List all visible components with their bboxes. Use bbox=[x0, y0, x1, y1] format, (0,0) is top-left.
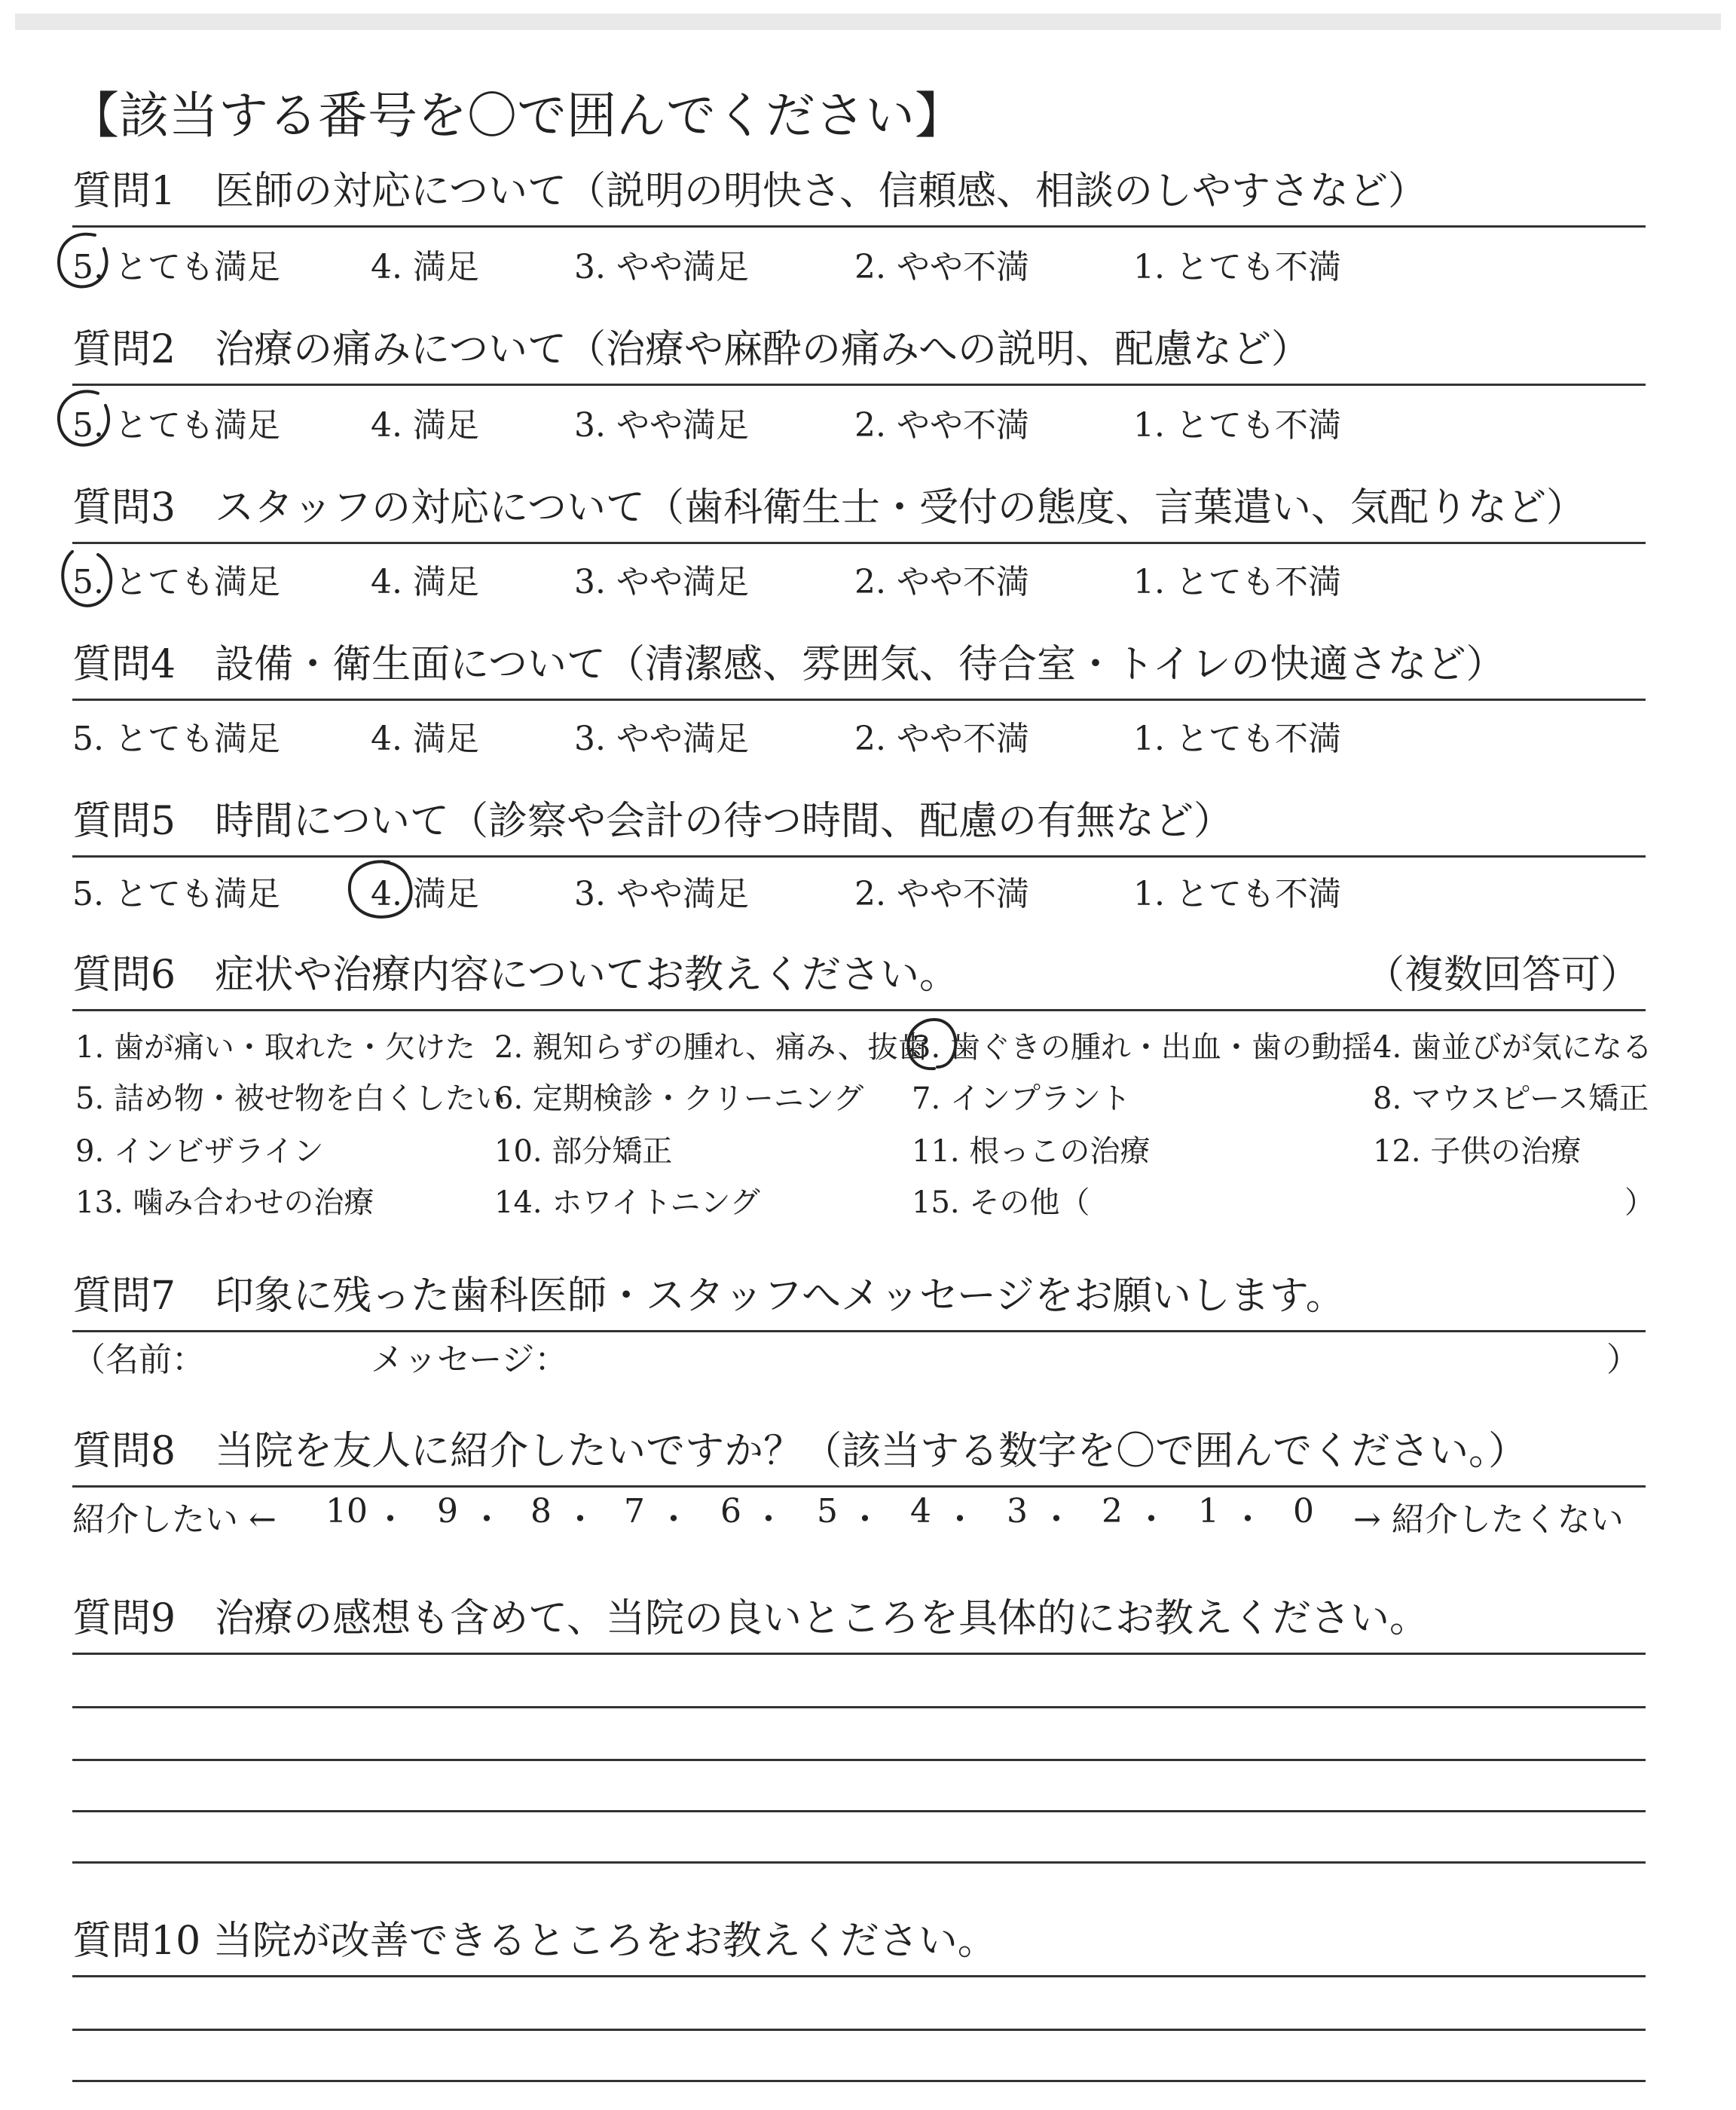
question-10-text: 質問10 当院が改善できるところをお教えください。 bbox=[72, 1919, 997, 1964]
scale-left-label: 紹介したい ← bbox=[72, 1500, 277, 1539]
scale-number-4[interactable]: 4 bbox=[910, 1492, 931, 1531]
q1-option-2[interactable]: 2. やや不満 bbox=[854, 248, 1029, 286]
name-label: （名前： bbox=[72, 1341, 205, 1379]
message-label: メッセージ： bbox=[371, 1341, 568, 1379]
q1-option-3[interactable]: 3. やや満足 bbox=[574, 248, 749, 286]
question-10-heading bbox=[72, 1917, 1646, 1977]
q6-selection-circle bbox=[901, 1013, 964, 1075]
question-1-heading bbox=[72, 167, 1646, 228]
q6-option-1[interactable]: 1. 歯が痛い・取れた・欠けた bbox=[75, 1030, 475, 1065]
q4-option-5[interactable]: 5. とても満足 bbox=[72, 720, 280, 758]
q5-option-5[interactable]: 5. とても満足 bbox=[72, 875, 280, 913]
question-5-text: 質問5 時間について（診察や会計の待つ時間、配慮の有無など） bbox=[72, 799, 1233, 844]
scale-sep: ・ bbox=[470, 1500, 503, 1539]
scale-right-label: → 紹介したくない bbox=[1353, 1500, 1624, 1539]
question-6-text: 質問6 症状や治療内容についてお教えください。 bbox=[72, 953, 959, 998]
q6-option-8[interactable]: 8. マウスピース矯正 bbox=[1373, 1081, 1649, 1116]
question-5-options bbox=[72, 867, 1646, 912]
q4-option-1[interactable]: 1. とても不満 bbox=[1133, 720, 1341, 758]
question-8-text: 質問8 当院を友人に紹介したいですか？（該当する数字を〇で囲んでください。） bbox=[72, 1429, 1528, 1474]
q5-option-3[interactable]: 3. やや満足 bbox=[574, 875, 749, 913]
scale-sep: ・ bbox=[1135, 1500, 1168, 1539]
q5-option-2[interactable]: 2. やや不満 bbox=[854, 875, 1029, 913]
q3-selection-circle bbox=[56, 544, 121, 612]
scale-number-10[interactable]: 10 bbox=[326, 1492, 368, 1531]
q3-option-5[interactable]: 5. とても満足 bbox=[72, 563, 280, 601]
q3-option-4[interactable]: 4. 満足 bbox=[371, 563, 479, 601]
question-8-heading bbox=[72, 1427, 1646, 1488]
scale-number-3[interactable]: 3 bbox=[1007, 1492, 1028, 1531]
q5-option-1[interactable]: 1. とても不満 bbox=[1133, 875, 1341, 913]
question-2-rule bbox=[72, 384, 1646, 386]
question-5-rule bbox=[72, 855, 1646, 858]
q6-option-6[interactable]: 6. 定期検診・クリーニング bbox=[494, 1081, 864, 1116]
question-7-heading bbox=[72, 1272, 1646, 1332]
scale-sep: ・ bbox=[848, 1500, 882, 1539]
q6-option-14[interactable]: 14. ホワイトニング bbox=[494, 1185, 760, 1220]
question-7-message-row bbox=[72, 1332, 1646, 1378]
q4-option-4[interactable]: 4. 満足 bbox=[371, 720, 479, 758]
question-2-heading bbox=[72, 326, 1646, 386]
scale-sep: ・ bbox=[564, 1500, 597, 1539]
question-4-text: 質問4 設備・衛生面について（清潔感、雰囲気、待合室・トイレの快適さなど） bbox=[72, 642, 1505, 687]
scale-sep: ・ bbox=[943, 1500, 976, 1539]
answer-line[interactable] bbox=[72, 1706, 1646, 1708]
question-7-text: 質問7 印象に残った歯科医師・スタッフへメッセージをお願いします。 bbox=[72, 1274, 1345, 1319]
q2-option-1[interactable]: 1. とても不満 bbox=[1133, 406, 1341, 445]
question-3-options bbox=[72, 555, 1646, 600]
q2-option-5[interactable]: 5. とても満足 bbox=[72, 406, 280, 445]
q6-option-3[interactable]: 3. 歯ぐきの腫れ・出血・歯の動揺 bbox=[912, 1030, 1372, 1065]
answer-line[interactable] bbox=[72, 1861, 1646, 1864]
question-6-options bbox=[75, 1023, 1655, 1249]
scale-number-0[interactable]: 0 bbox=[1293, 1492, 1314, 1531]
q1-option-4[interactable]: 4. 満足 bbox=[371, 248, 479, 286]
q6-option-13[interactable]: 13. 噛み合わせの治療 bbox=[75, 1185, 374, 1220]
q6-option-7[interactable]: 7. インプラント bbox=[912, 1081, 1131, 1116]
recommend-scale bbox=[72, 1492, 1646, 1537]
question-3-heading bbox=[72, 484, 1646, 544]
scale-sep: ・ bbox=[657, 1500, 690, 1539]
answer-line[interactable] bbox=[72, 2029, 1646, 2031]
question-2-options bbox=[72, 398, 1646, 443]
page-title: 【該当する番号を〇で囲んでください】 bbox=[69, 87, 964, 145]
q6-option-9[interactable]: 9. インビザライン bbox=[75, 1134, 324, 1169]
question-2-text: 質問2 治療の痛みについて（治療や麻酔の痛みへの説明、配慮など） bbox=[72, 327, 1311, 372]
question-1-text: 質問1 医師の対応について（説明の明快さ、信頼感、相談のしやすさなど） bbox=[72, 169, 1427, 214]
question-1-rule bbox=[72, 225, 1646, 228]
question-10-rule bbox=[72, 1975, 1646, 1977]
question-4-rule bbox=[72, 699, 1646, 701]
question-6-rule bbox=[72, 1009, 1646, 1011]
question-1-options bbox=[72, 240, 1646, 285]
question-6-note: （複数回答可） bbox=[1365, 953, 1640, 998]
scale-sep: ・ bbox=[752, 1500, 785, 1539]
scale-number-8[interactable]: 8 bbox=[530, 1492, 552, 1531]
scale-sep: ・ bbox=[1231, 1500, 1264, 1539]
q6-option-10[interactable]: 10. 部分矯正 bbox=[494, 1134, 673, 1169]
question-9-text: 質問9 治療の感想も含めて、当院の良いところを具体的にお教えください。 bbox=[72, 1596, 1429, 1641]
answer-line[interactable] bbox=[72, 1759, 1646, 1761]
scale-number-9[interactable]: 9 bbox=[437, 1492, 458, 1531]
q6-option-15[interactable]: 15. その他（ bbox=[912, 1185, 1090, 1220]
message-close-paren: ） bbox=[1606, 1341, 1640, 1379]
q4-option-3[interactable]: 3. やや満足 bbox=[574, 720, 749, 758]
q6-option-4[interactable]: 4. 歯並びが気になる bbox=[1373, 1030, 1652, 1065]
q3-option-3[interactable]: 3. やや満足 bbox=[574, 563, 749, 601]
question-9-rule bbox=[72, 1653, 1646, 1655]
q1-option-5[interactable]: 5. とても満足 bbox=[72, 248, 280, 286]
question-8-rule bbox=[72, 1485, 1646, 1488]
q6-option-5[interactable]: 5. 詰め物・被せ物を白くしたい bbox=[75, 1081, 506, 1116]
q1-option-1[interactable]: 1. とても不満 bbox=[1133, 248, 1341, 286]
question-3-rule bbox=[72, 542, 1646, 544]
scale-number-6[interactable]: 6 bbox=[720, 1492, 741, 1531]
q2-option-2[interactable]: 2. やや不満 bbox=[854, 406, 1029, 445]
q2-option-3[interactable]: 3. やや満足 bbox=[574, 406, 749, 445]
answer-line[interactable] bbox=[72, 2080, 1646, 2082]
q6-other-close-paren: ） bbox=[1624, 1185, 1655, 1220]
q4-option-2[interactable]: 2. やや不満 bbox=[854, 720, 1029, 758]
scale-number-5[interactable]: 5 bbox=[817, 1492, 838, 1531]
q6-option-2[interactable]: 2. 親知らずの腫れ、痛み、抜歯 bbox=[494, 1030, 928, 1065]
q2-option-4[interactable]: 4. 満足 bbox=[371, 406, 479, 445]
q2-selection-circle bbox=[51, 386, 119, 454]
question-3-text: 質問3 スタッフの対応について（歯科衛生士・受付の態度、言葉遣い、気配りなど） bbox=[72, 485, 1586, 531]
q3-option-2[interactable]: 2. やや不満 bbox=[854, 563, 1029, 601]
scale-sep: ・ bbox=[1040, 1500, 1073, 1539]
q5-option-4[interactable]: 4. 満足 bbox=[371, 875, 479, 913]
question-4-heading bbox=[72, 641, 1646, 701]
q1-selection-circle bbox=[51, 229, 119, 294]
scale-sep: ・ bbox=[374, 1500, 407, 1539]
question-5-heading bbox=[72, 797, 1646, 858]
scale-number-1[interactable]: 1 bbox=[1198, 1492, 1219, 1531]
question-9-heading bbox=[72, 1595, 1646, 1655]
scale-number-7[interactable]: 7 bbox=[624, 1492, 645, 1531]
scan-edge bbox=[15, 14, 1721, 30]
q6-option-12[interactable]: 12. 子供の治療 bbox=[1373, 1134, 1582, 1169]
q6-option-11[interactable]: 11. 根っこの治療 bbox=[912, 1134, 1151, 1169]
q5-selection-circle bbox=[344, 856, 419, 924]
question-4-options bbox=[72, 711, 1646, 757]
answer-line[interactable] bbox=[72, 1810, 1646, 1812]
scale-number-2[interactable]: 2 bbox=[1102, 1492, 1123, 1531]
q3-option-1[interactable]: 1. とても不満 bbox=[1133, 563, 1341, 601]
question-6-heading bbox=[72, 951, 1646, 1011]
